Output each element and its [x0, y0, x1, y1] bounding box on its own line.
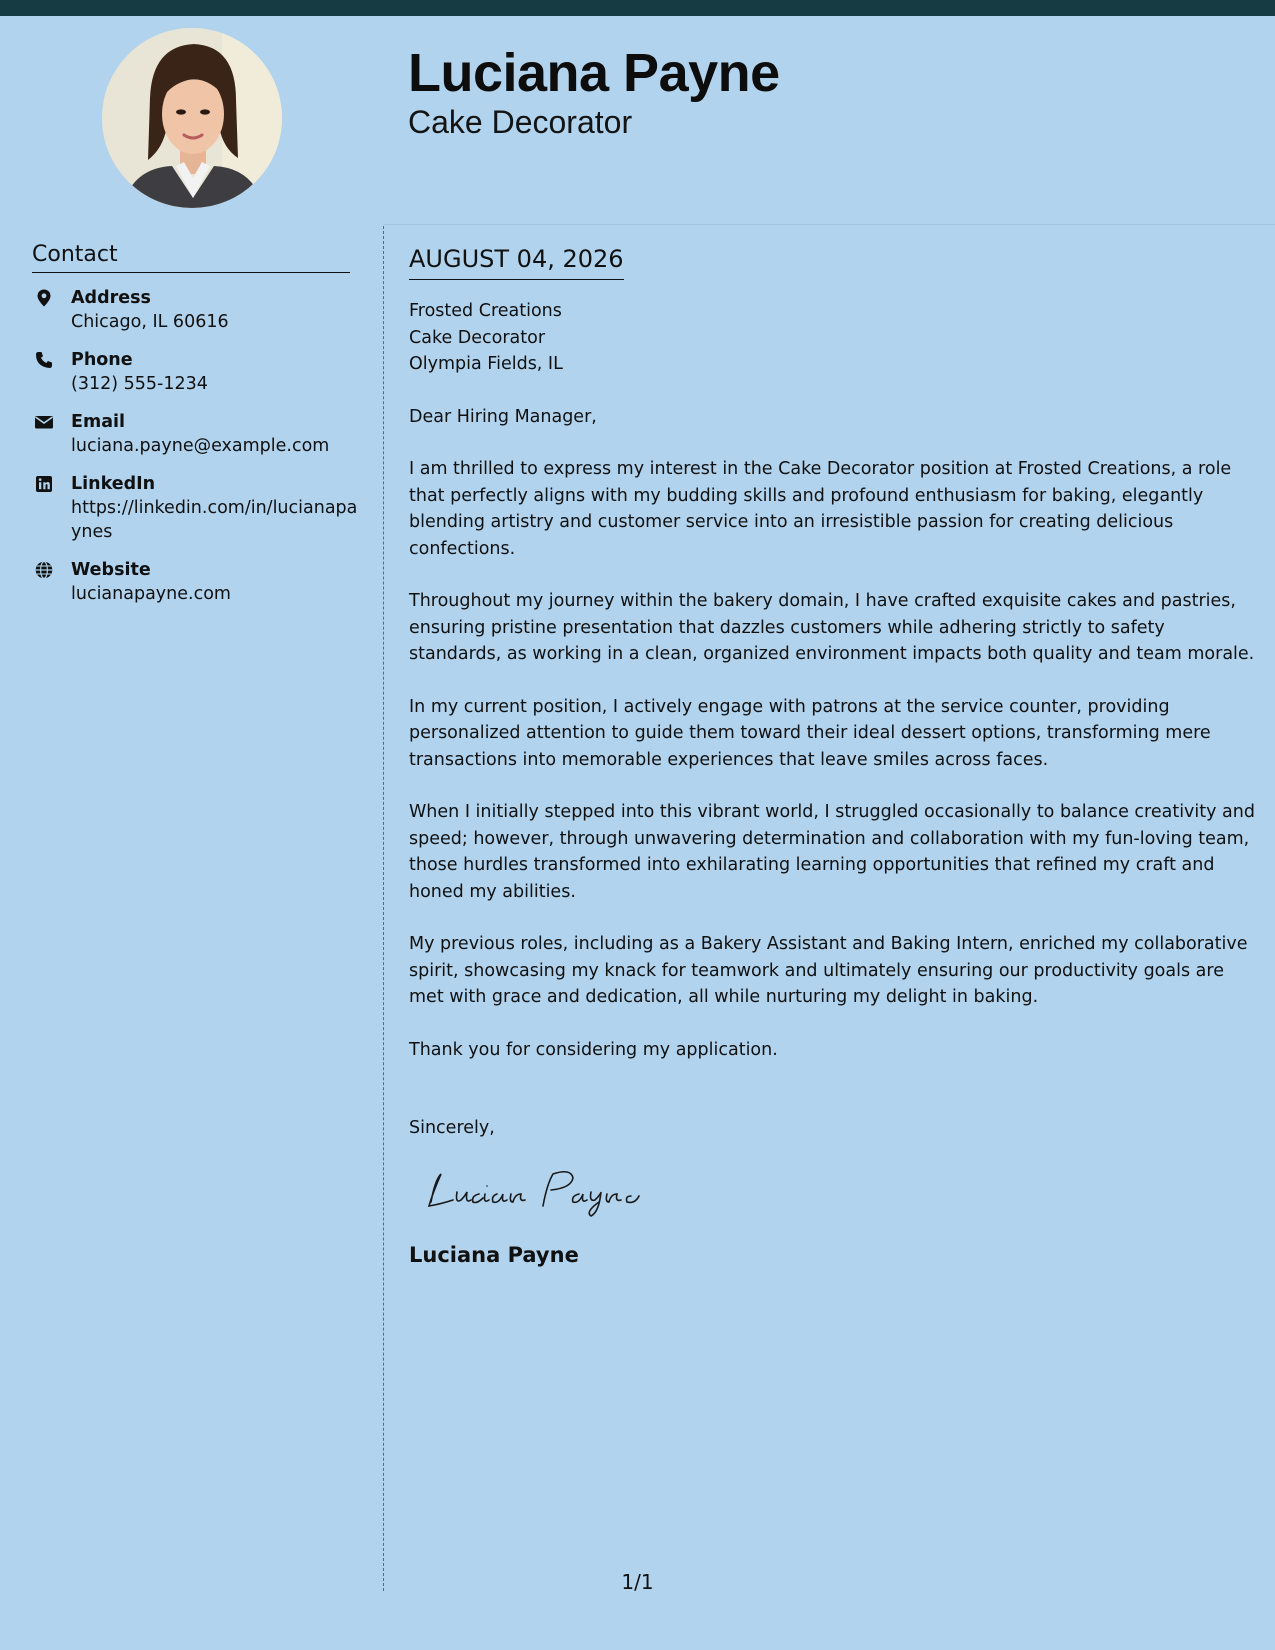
- contact-label: Phone: [71, 350, 133, 370]
- contact-email: [32, 410, 362, 458]
- letter-paragraph: I am thrilled to express my interest in the Cake Decorator position at Frosted Creations, a role that perfectly aligns with my budding skills and profound enthusiasm for baking, elegantly blending artistry and customer service into an irresistible passion for creating delicious confections.: [409, 459, 1232, 559]
- contact-value: (312) 555-1234: [71, 374, 208, 394]
- handwritten-signature: [421, 1162, 1255, 1222]
- cover-letter: [409, 242, 1255, 1270]
- letter-paragraph: In my current position, I actively engage with patrons at the service counter, providing personalized attention to guide them toward their ideal dessert options, transforming mere transactions into memorable experiences that leave smiles across faces.: [409, 696, 1211, 770]
- contact-website: [32, 558, 362, 606]
- top-accent-bar: [0, 0, 1275, 16]
- contact-label: Address: [71, 288, 151, 308]
- recipient-location: Olympia Fields, IL: [409, 354, 563, 374]
- signer-name: Luciana Payne: [409, 1242, 579, 1267]
- closing: Sincerely,: [409, 1118, 495, 1138]
- map-pin-icon: [34, 288, 54, 308]
- candidate-name: Luciana Payne: [408, 43, 780, 103]
- contact-value[interactable]: lucianapayne.com: [71, 584, 231, 604]
- candidate-role: Cake Decorator: [408, 104, 633, 140]
- contact-value[interactable]: luciana.payne@example.com: [71, 436, 330, 456]
- contact-label: Website: [71, 560, 151, 580]
- contact-label: Email: [71, 412, 125, 432]
- contact-phone: [32, 348, 362, 396]
- recipient-block: [409, 298, 1255, 378]
- page-number: 1/1: [621, 1570, 654, 1594]
- contact-heading: Contact: [32, 240, 350, 273]
- recipient-position: Cake Decorator: [409, 327, 546, 348]
- column-divider: [383, 226, 384, 1591]
- linkedin-icon: [34, 474, 54, 494]
- letter-paragraph: My previous roles, including as a Bakery Assistant and Baking Intern, enriched my collaborative spirit, showcasing my knack for teamwork and ultimately ensuring our productivity goals are met with grace and dedication, all while nurturing my delight in baking.: [409, 934, 1248, 1007]
- letter-paragraph: When I initially stepped into this vibrant world, I struggled occasionally to balance creativity and speed; however, through unwavering determination and collaboration with my fun-loving team, those hurdles transformed into exhilarating learning opportunities that refined my craft and honed my abilities.: [409, 802, 1255, 902]
- profile-photo: [102, 28, 282, 208]
- contact-label: LinkedIn: [71, 474, 156, 494]
- header-divider: [384, 224, 1275, 225]
- contact-value: Chicago, IL 60616: [71, 312, 229, 332]
- phone-icon: [34, 350, 54, 370]
- salutation: Dear Hiring Manager,: [409, 406, 597, 427]
- contact-value[interactable]: https://linkedin.com/in/lucianapaynes: [71, 498, 358, 542]
- contact-address: [32, 286, 362, 334]
- letter-date: AUGUST 04, 2026: [409, 242, 624, 280]
- envelope-icon: [34, 412, 54, 432]
- recipient-company: Frosted Creations: [409, 301, 562, 321]
- letter-paragraph: Throughout my journey within the bakery domain, I have crafted exquisite cakes and pastries, ensuring pristine presentation that dazzles customers while adhering strictly to safety standards, as working in a clean, organized environment impacts both quality and team morale.: [409, 591, 1255, 664]
- globe-icon: [34, 560, 54, 580]
- contact-linkedin: [32, 472, 362, 544]
- thank-you-line: Thank you for considering my application.: [409, 1039, 778, 1060]
- contact-list: [32, 286, 362, 620]
